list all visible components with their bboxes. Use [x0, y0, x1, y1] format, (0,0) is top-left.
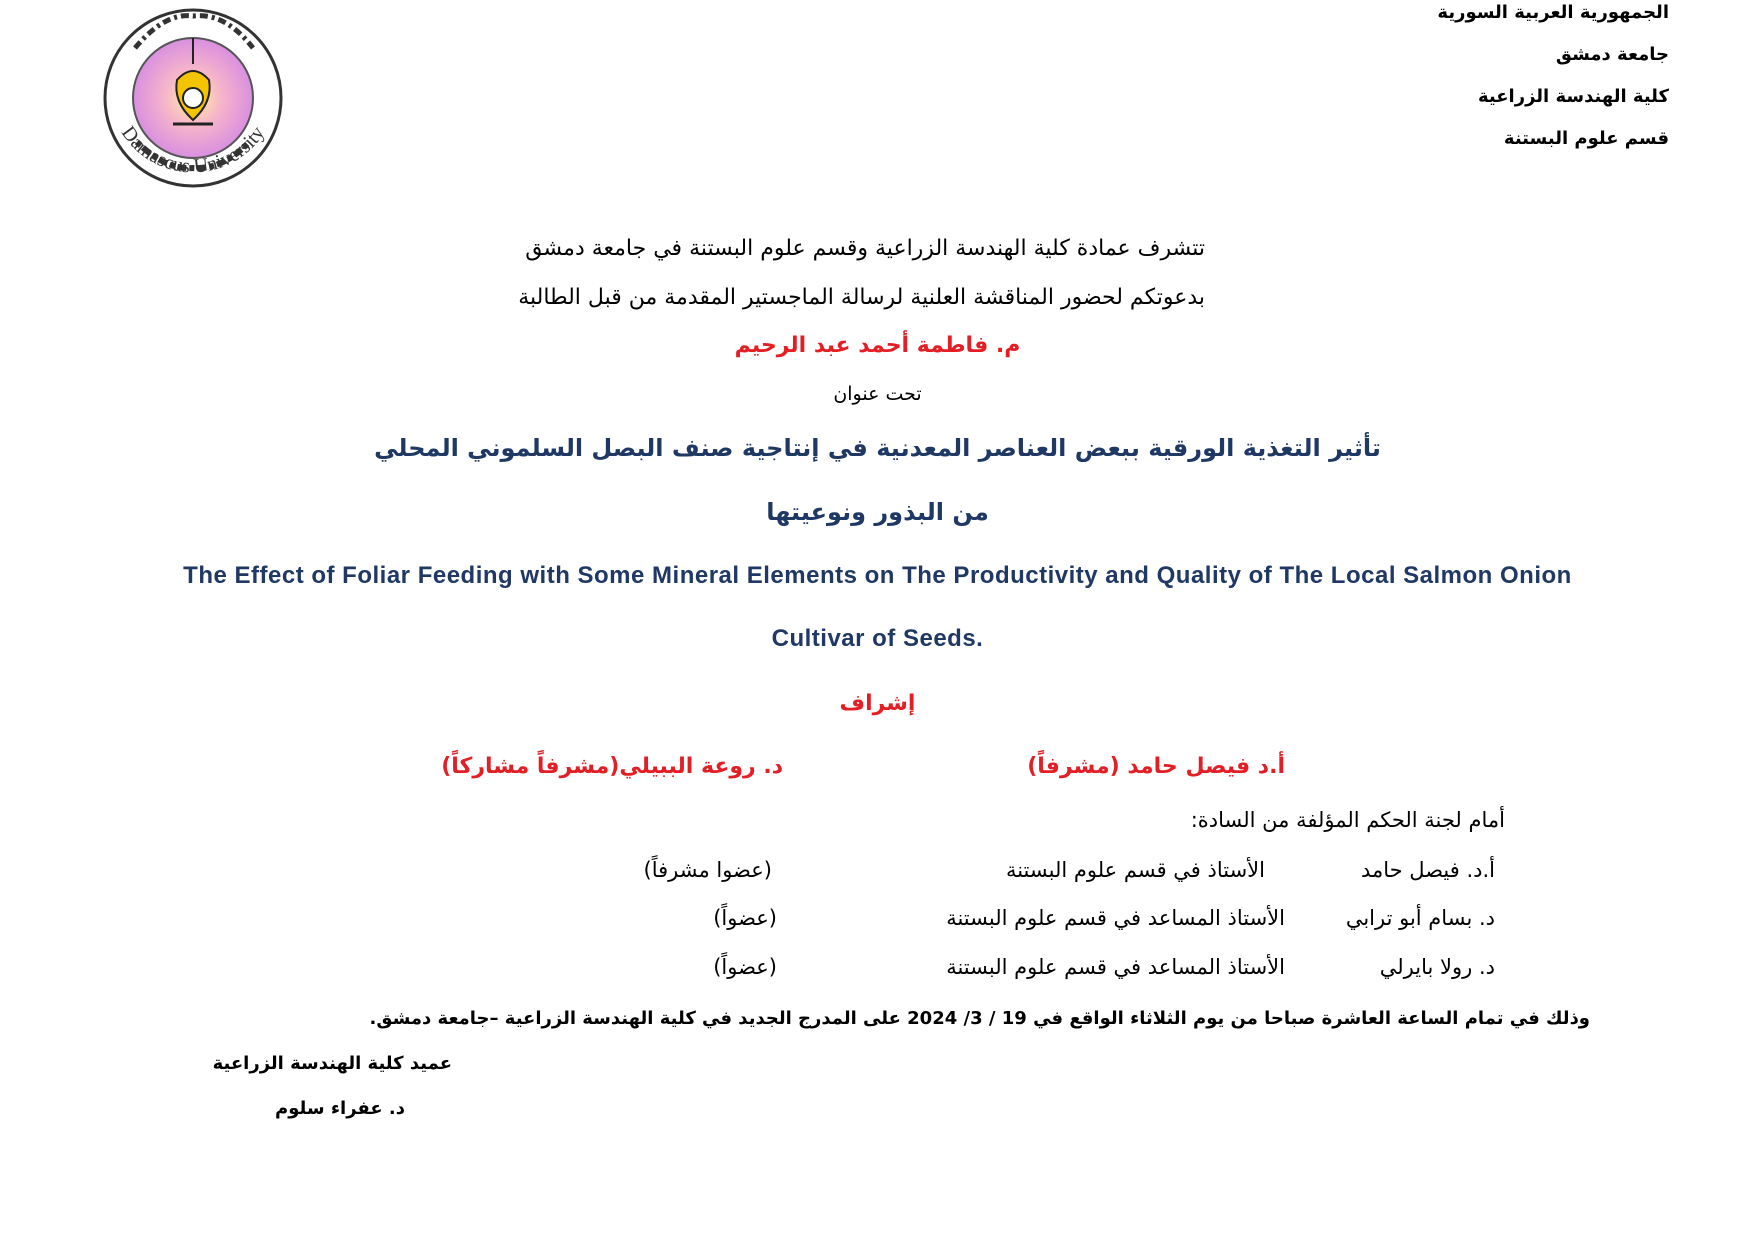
schedule-note: وذلك في تمام الساعة العاشرة صباحا من يوم الثلاثاء الواقع في 19 / 3/ 2024 على المدرج الجديد في كلية الهندسة الزراعية –جامعة دمشق.	[369, 1008, 1590, 1029]
committee-member-title: الأستاذ المساعد في قسم علوم البستنة	[946, 955, 1285, 979]
committee-member-name: أ.د. فيصل حامد	[1360, 858, 1495, 882]
header-department: قسم علوم البستنة	[1503, 128, 1669, 149]
committee-member-name: د. بسام أبو ترابي	[1345, 906, 1495, 930]
header-faculty: كلية الهندسة الزراعية	[1477, 86, 1669, 107]
logo-english-text: Damascus University	[116, 122, 269, 178]
committee-member-role: (عضواً)	[713, 955, 777, 979]
committee-member-role: (عضواً)	[713, 906, 777, 930]
committee-member-role: (عضوا مشرفاً)	[643, 858, 772, 882]
student-name: م. فاطمة أحمد عبد الرحيم	[734, 333, 1021, 358]
invitation-line-2: بدعوتكم لحضور المناقشة العلنية لرسالة الماجستير المقدمة من قبل الطالبة	[518, 285, 1205, 310]
invitation-line-1: تتشرف عمادة كلية الهندسة الزراعية وقسم علوم البستنة في جامعة دمشق	[525, 236, 1205, 261]
committee-member-title: الأستاذ المساعد في قسم علوم البستنة	[946, 906, 1285, 930]
thesis-title-ar-line-2: من البذور ونوعيتها	[766, 498, 989, 526]
university-logo	[95, 2, 291, 212]
header-country: الجمهورية العربية السورية	[1437, 2, 1669, 23]
dean-title: عميد كلية الهندسة الزراعية	[212, 1053, 452, 1074]
thesis-title-en-line-1: The Effect of Foliar Feeding with Some Mineral Elements on The Productivity and Quality of The Local Salmon Onion	[183, 562, 1572, 589]
dean-name: د. عفراء سلوم	[275, 1098, 405, 1119]
committee-intro: أمام لجنة الحكم المؤلفة من السادة:	[1190, 808, 1505, 832]
thesis-title-en-line-2: Cultivar of Seeds.	[771, 625, 984, 652]
supervision-heading: إشراف	[839, 691, 916, 716]
committee-member-name: د. رولا بايرلي	[1379, 955, 1495, 979]
committee-member-title: الأستاذ في قسم علوم البستنة	[1005, 858, 1265, 882]
co-supervisor: د. روعة الببيلي(مشرفاً مشاركاً)	[441, 754, 783, 779]
thesis-title-ar-line-1: تأثير التغذية الورقية ببعض العناصر المعدنية في إنتاجية صنف البصل السلموني المحلي	[374, 434, 1381, 462]
supervisor: أ.د فيصل حامد (مشرفاً)	[1027, 754, 1285, 779]
under-title-label: تحت عنوان	[833, 383, 922, 405]
header-university: جامعة دمشق	[1555, 44, 1669, 65]
